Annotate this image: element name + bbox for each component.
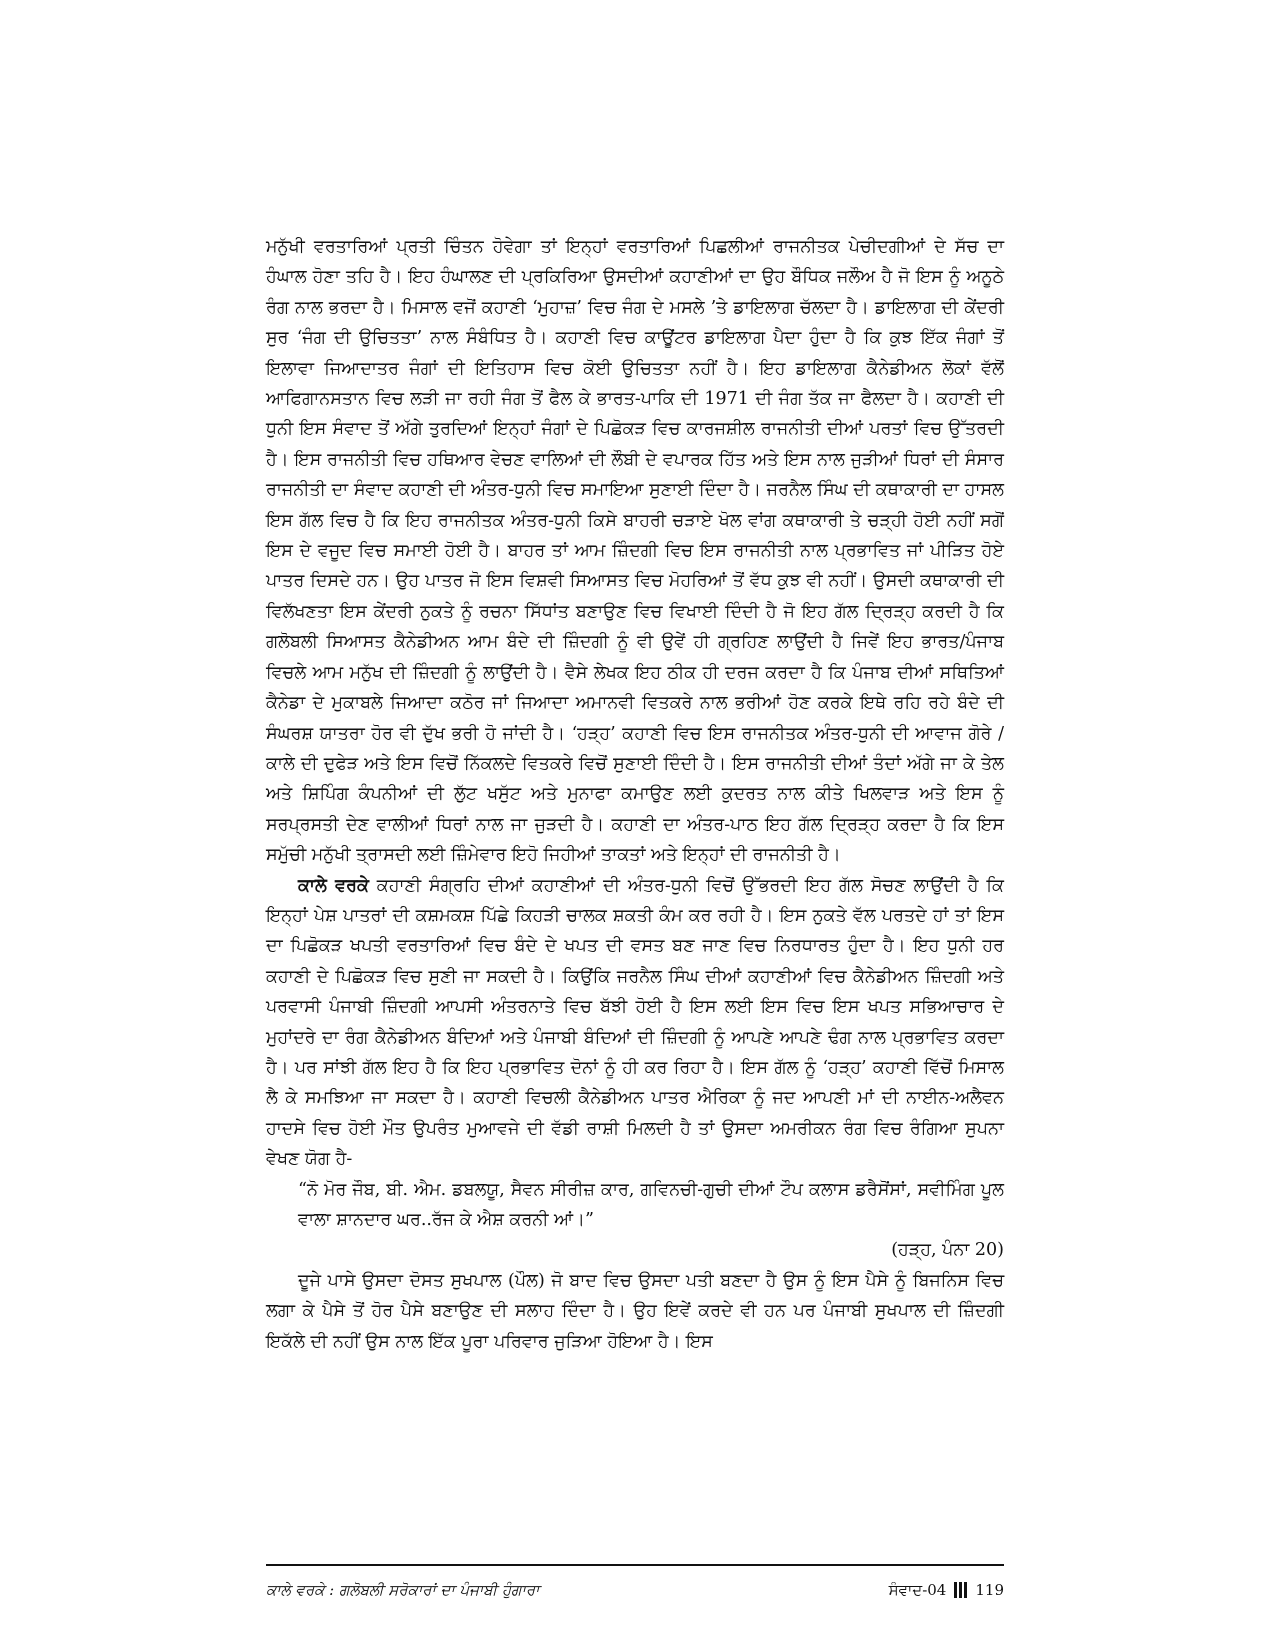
block-quote: “ਨੋ ਮੋਰ ਜੌਬ, ਬੀ. ਐਮ. ਡਬਲਯੂ, ਸੈਵਨ ਸੀਰੀਜ਼ ਕਾਰ, ਗਵਿਨਚੀ-ਗੁਚੀ ਦੀਆਂ ਟੌਪ ਕਲਾਸ ਡਰੈਸੋਂਸਾਂ, ਸਵੀਮਿੰਗ ਪੂਲ ਵਾਲਾ ਸ਼ਾਨਦਾਰ ਘਰ..ਰੱਜ ਕੇ ਐਸ਼ ਕਰਨੀ ਆਂ।”: [298, 1179, 1004, 1230]
body-text: [266, 232, 1004, 1357]
bars-icon: [954, 1582, 967, 1598]
page-footer: [266, 1577, 1004, 1603]
journal-name: ਸੰਵਾਦ-04: [888, 1581, 947, 1599]
footer-rule: [266, 1564, 1004, 1566]
running-title: ਕਾਲੇ ਵਰਕੇ : ਗਲੋਬਲੀ ਸਰੋਕਾਰਾਂ ਦਾ ਪੰਜਾਬੀ ਹੁੰਗਾਰਾ: [266, 1581, 540, 1599]
paragraph-1: ਮਨੁੱਖੀ ਵਰਤਾਰਿਆਂ ਪ੍ਰਤੀ ਚਿੰਤਨ ਹੋਵੇਗਾ ਤਾਂ ਇਨ੍ਹਾਂ ਵਰਤਾਰਿਆਂ ਪਿਛਲੀਆਂ ਰਾਜਨੀਤਕ ਪੇਚੀਦਗੀਆਂ ਦੇ ਸੱਚ ਦਾ ਹੰਘਾਲ ਹੋਣਾ ਤਹਿ ਹੈ। ਇਹ ਹੰਘਾਲਣ ਦੀ ਪ੍ਰਕਿਰਿਆ ਉਸਦੀਆਂ ਕਹਾਣੀਆਂ ਦਾ ਉਹ ਬੌਧਿਕ ਜਲੌਅ ਹੈ ਜੋ ਇਸ ਨੂੰ ਅਨੂਠੇ ਰੰਗ ਨਾਲ ਭਰਦਾ ਹੈ। ਮਿਸਾਲ ਵਜੋਂ ਕਹਾਣੀ ‘ਮੁਹਾਜ਼’ ਵਿਚ ਜੰਗ ਦੇ ਮਸਲੇ ’ਤੇ ਡਾਇਲਾਗ ਚੱਲਦਾ ਹੈ। ਡਾਇਲਾਗ ਦੀ ਕੇਂਦਰੀ ਸੁਰ ‘ਜੰਗ ਦੀ ਉਚਿਤਤਾ’ ਨਾਲ ਸੰਬੰਧਿਤ ਹੈ। ਕਹਾਣੀ ਵਿਚ ਕਾਊਂਟਰ ਡਾਇਲਾਗ ਪੈਦਾ ਹੁੰਦਾ ਹੈ ਕਿ ਕੁਝ ਇੱਕ ਜੰਗਾਂ ਤੋਂ ਇਲਾਵਾ ਜਿਆਦਾਤਰ ਜੰਗਾਂ ਦੀ ਇਤਿਹਾਸ ਵਿਚ ਕੋਈ ਉਚਿਤਤਾ ਨਹੀਂ ਹੈ। ਇਹ ਡਾਇਲਾਗ ਕੈਨੇਡੀਅਨ ਲੋਕਾਂ ਵੱਲੋਂ ਆਫਿਗਾਨਸਤਾਨ ਵਿਚ ਲੜੀ ਜਾ ਰਹੀ ਜੰਗ ਤੋਂ ਫੈਲ ਕੇ ਭਾਰਤ-ਪਾਕਿ ਦੀ 1971 ਦੀ ਜੰਗ ਤੱਕ ਜਾ ਫੈਲਦਾ ਹੈ। ਕਹਾਣੀ ਦੀ ਧੁਨੀ ਇਸ ਸੰਵਾਦ ਤੋਂ ਅੱਗੇ ਤੁਰਦਿਆਂ ਇਨ੍ਹਾਂ ਜੰਗਾਂ ਦੇ ਪਿਛੋਕੜ ਵਿਚ ਕਾਰਜਸ਼ੀਲ ਰਾਜਨੀਤੀ ਦੀਆਂ ਪਰਤਾਂ ਵਿਚ ਉੱਤਰਦੀ ਹੈ। ਇਸ ਰਾਜਨੀਤੀ ਵਿਚ ਹਥਿਆਰ ਵੇਚਣ ਵਾਲਿਆਂ ਦੀ ਲੌਬੀ ਦੇ ਵਪਾਰਕ ਹਿੱਤ ਅਤੇ ਇਸ ਨਾਲ ਜੁੜੀਆਂ ਧਿਰਾਂ ਦੀ ਸੰਸਾਰ ਰਾਜਨੀਤੀ ਦਾ ਸੰਵਾਦ ਕਹਾਣੀ ਦੀ ਅੰਤਰ-ਧੁਨੀ ਵਿਚ ਸਮਾਇਆ ਸੁਣਾਈ ਦਿੰਦਾ ਹੈ। ਜਰਨੈਲ ਸਿੰਘ ਦੀ ਕਥਾਕਾਰੀ ਦਾ ਹਾਸਲ ਇਸ ਗੱਲ ਵਿਚ ਹੈ ਕਿ ਇਹ ਰਾਜਨੀਤਕ ਅੰਤਰ-ਧੁਨੀ ਕਿਸੇ ਬਾਹਰੀ ਚੜਾਏ ਖੋਲ ਵਾਂਗ ਕਥਾਕਾਰੀ ਤੇ ਚੜ੍ਹੀ ਹੋਈ ਨਹੀਂ ਸਗੋਂ ਇਸ ਦੇ ਵਜੂਦ ਵਿਚ ਸਮਾਈ ਹੋਈ ਹੈ। ਬਾਹਰ ਤਾਂ ਆਮ ਜ਼ਿੰਦਗੀ ਵਿਚ ਇਸ ਰਾਜਨੀਤੀ ਨਾਲ ਪ੍ਰਭਾਵਿਤ ਜਾਂ ਪੀੜਿਤ ਹੋਏ ਪਾਤਰ ਦਿਸਦੇ ਹਨ। ਉਹ ਪਾਤਰ ਜੋ ਇਸ ਵਿਸ਼ਵੀ ਸਿਆਸਤ ਵਿਚ ਮੋਹਰਿਆਂ ਤੋਂ ਵੱਧ ਕੁਝ ਵੀ ਨਹੀਂ। ਉਸਦੀ ਕਥਾਕਾਰੀ ਦੀ ਵਿਲੱਖਣਤਾ ਇਸ ਕੇਂਦਰੀ ਨੁਕਤੇ ਨੂੰ ਰਚਨਾ ਸਿੱਧਾਂਤ ਬਣਾਉਣ ਵਿਚ ਵਿਖਾਈ ਦਿੰਦੀ ਹੈ ਜੋ ਇਹ ਗੱਲ ਦ੍ਰਿੜ੍ਹ ਕਰਦੀ ਹੈ ਕਿ ਗਲੋਬਲੀ ਸਿਆਸਤ ਕੈਨੇਡੀਅਨ ਆਮ ਬੰਦੇ ਦੀ ਜ਼ਿੰਦਗੀ ਨੂੰ ਵੀ ਉਵੇਂ ਹੀ ਗ੍ਰਹਿਣ ਲਾਉਂਦੀ ਹੈ ਜਿਵੇਂ ਇਹ ਭਾਰਤ/ਪੰਜਾਬ ਵਿਚਲੇ ਆਮ ਮਨੁੱਖ ਦੀ ਜ਼ਿੰਦਗੀ ਨੂੰ ਲਾਉਂਦੀ ਹੈ। ਵੈਸੇ ਲੇਖਕ ਇਹ ਠੀਕ ਹੀ ਦਰਜ ਕਰਦਾ ਹੈ ਕਿ ਪੰਜਾਬ ਦੀਆਂ ਸਥਿਤਿਆਂ ਕੈਨੇਡਾ ਦੇ ਮੁਕਾਬਲੇ ਜਿਆਦਾ ਕਠੋਰ ਜਾਂ ਜਿਆਦਾ ਅਮਾਨਵੀ ਵਿਤਕਰੇ ਨਾਲ ਭਰੀਆਂ ਹੋਣ ਕਰਕੇ ਇਥੇ ਰਹਿ ਰਹੇ ਬੰਦੇ ਦੀ ਸੰਘਰਸ਼ ਯਾਤਰਾ ਹੋਰ ਵੀ ਦੁੱਖ ਭਰੀ ਹੋ ਜਾਂਦੀ ਹੈ। ‘ਹੜ੍ਹ’ ਕਹਾਣੀ ਵਿਚ ਇਸ ਰਾਜਨੀਤਕ ਅੰਤਰ-ਧੁਨੀ ਦੀ ਆਵਾਜ ਗੋਰੇ /ਕਾਲੇ ਦੀ ਦੁਫੇੜ ਅਤੇ ਇਸ ਵਿਚੋਂ ਨਿੱਕਲਦੇ ਵਿਤਕਰੇ ਵਿਚੋਂ ਸੁਣਾਈ ਦਿੰਦੀ ਹੈ। ਇਸ ਰਾਜਨੀਤੀ ਦੀਆਂ ਤੰਦਾਂ ਅੱਗੇ ਜਾ ਕੇ ਤੇਲ ਅਤੇ ਸ਼ਿਪਿੰਗ ਕੰਪਨੀਆਂ ਦੀ ਲੁੱਟ ਖਸੁੱਟ ਅਤੇ ਮੁਨਾਫਾ ਕਮਾਉਣ ਲਈ ਕੁਦਰਤ ਨਾਲ ਕੀਤੇ ਖਿਲਵਾੜ ਅਤੇ ਇਸ ਨੂੰ ਸਰਪ੍ਰਸਤੀ ਦੇਣ ਵਾਲੀਆਂ ਧਿਰਾਂ ਨਾਲ ਜਾ ਜੁੜਦੀ ਹੈ। ਕਹਾਣੀ ਦਾ ਅੰਤਰ-ਪਾਠ ਇਹ ਗੱਲ ਦ੍ਰਿੜ੍ਹ ਕਰਦਾ ਹੈ ਕਿ ਇਸ ਸਮੁੱਚੀ ਮਨੁੱਖੀ ਤ੍ਰਾਸਦੀ ਲਈ ਜ਼ਿੰਮੇਵਾਰ ਇਹੋ ਜਿਹੀਆਂ ਤਾਕਤਾਂ ਅਤੇ ਇਨ੍ਹਾਂ ਦੀ ਰਾਜਨੀਤੀ ਹੈ।: [266, 237, 1004, 866]
quote-citation: (ਹੜ੍ਹ, ਪੰਨਾ 20): [891, 1240, 1004, 1261]
page-number: 119: [975, 1581, 1004, 1599]
paragraph-2-text: ਕਹਾਣੀ ਸੰਗ੍ਰਹਿ ਦੀਆਂ ਕਹਾਣੀਆਂ ਦੀ ਅੰਤਰ-ਧੁਨੀ ਵਿਚੋਂ ਉੱਭਰਦੀ ਇਹ ਗੱਲ ਸੋਚਣ ਲਾਉਂਦੀ ਹੈ ਕਿ ਇਨ੍ਹਾਂ ਪੇਸ਼ ਪਾਤਰਾਂ ਦੀ ਕਸ਼ਮਕਸ਼ ਪਿੱਛੇ ਕਿਹੜੀ ਚਾਲਕ ਸ਼ਕਤੀ ਕੰਮ ਕਰ ਰਹੀ ਹੈ। ਇਸ ਨੁਕਤੇ ਵੱਲ ਪਰਤਦੇ ਹਾਂ ਤਾਂ ਇਸ ਦਾ ਪਿਛੋਕੜ ਖਪਤੀ ਵਰਤਾਰਿਆਂ ਵਿਚ ਬੰਦੇ ਦੇ ਖਪਤ ਦੀ ਵਸਤ ਬਣ ਜਾਣ ਵਿਚ ਨਿਰਧਾਰਤ ਹੁੰਦਾ ਹੈ। ਇਹ ਧੁਨੀ ਹਰ ਕਹਾਣੀ ਦੇ ਪਿਛੋਕੜ ਵਿਚ ਸੁਣੀ ਜਾ ਸਕਦੀ ਹੈ। ਕਿਉਂਕਿ ਜਰਨੈਲ ਸਿੰਘ ਦੀਆਂ ਕਹਾਣੀਆਂ ਵਿਚ ਕੈਨੇਡੀਅਨ ਜ਼ਿੰਦਗੀ ਅਤੇ ਪਰਵਾਸੀ ਪੰਜਾਬੀ ਜ਼ਿੰਦਗੀ ਆਪਸੀ ਅੰਤਰਨਾਤੇ ਵਿਚ ਬੱਝੀ ਹੋਈ ਹੈ ਇਸ ਲਈ ਇਸ ਵਿਚ ਇਸ ਖਪਤ ਸਭਿਆਚਾਰ ਦੇ ਮੁਹਾਂਦਰੇ ਦਾ ਰੰਗ ਕੈਨੇਡੀਅਨ ਬੰਦਿਆਂ ਅਤੇ ਪੰਜਾਬੀ ਬੰਦਿਆਂ ਦੀ ਜ਼ਿੰਦਗੀ ਨੂੰ ਆਪਣੇ ਆਪਣੇ ਢੰਗ ਨਾਲ ਪ੍ਰਭਾਵਿਤ ਕਰਦਾ ਹੈ। ਪਰ ਸਾਂਝੀ ਗੱਲ ਇਹ ਹੈ ਕਿ ਇਹ ਪ੍ਰਭਾਵਿਤ ਦੋਨਾਂ ਨੂੰ ਹੀ ਕਰ ਰਿਹਾ ਹੈ। ਇਸ ਗੱਲ ਨੂੰ ‘ਹੜ੍ਹ’ ਕਹਾਣੀ ਵਿੱਚੋਂ ਮਿਸਾਲ ਲੈ ਕੇ ਸਮਝਿਆ ਜਾ ਸਕਦਾ ਹੈ। ਕਹਾਣੀ ਵਿਚਲੀ ਕੈਨੇਡੀਅਨ ਪਾਤਰ ਐਰਿਕਾ ਨੂੰ ਜਦ ਆਪਣੀ ਮਾਂ ਦੀ ਨਾਈਨ-ਅਲੈਵਨ ਹਾਦਸੇ ਵਿਚ ਹੋਈ ਮੌਤ ਉਪਰੰਤ ਮੁਆਵਜੇ ਦੀ ਵੱਡੀ ਰਾਸ਼ੀ ਮਿਲਦੀ ਹੈ ਤਾਂ ਉਸਦਾ ਅਮਰੀਕਨ ਰੰਗ ਵਿਚ ਰੰਗਿਆ ਸੁਪਨਾ ਵੇਖਣ ਯੋਗ ਹੈ-: [266, 875, 1004, 1170]
book-title-bold: ਕਾਲੇ ਵਰਕੇ: [298, 875, 369, 896]
footer-right: [889, 1577, 1004, 1603]
paragraph-2: [266, 871, 1004, 1175]
paragraph-3: ਦੂਜੇ ਪਾਸੇ ਉਸਦਾ ਦੋਸਤ ਸੁਖਪਾਲ (ਪੌਲ) ਜੋ ਬਾਦ ਵਿਚ ਉਸਦਾ ਪਤੀ ਬਣਦਾ ਹੈ ਉਸ ਨੂੰ ਇਸ ਪੈਸੇ ਨੂੰ ਬਿਜਨਿਸ ਵਿਚ ਲਗਾ ਕੇ ਪੈਸੇ ਤੋਂ ਹੋਰ ਪੈਸੇ ਬਣਾਉਣ ਦੀ ਸਲਾਹ ਦਿੰਦਾ ਹੈ। ਉਹ ਇਵੇਂ ਕਰਦੇ ਵੀ ਹਨ ਪਰ ਪੰਜਾਬੀ ਸੁਖਪਾਲ ਦੀ ਜ਼ਿੰਦਗੀ ਇਕੱਲੇ ਦੀ ਨਹੀਂ ਉਸ ਨਾਲ ਇੱਕ ਪੂਰਾ ਪਰਿਵਾਰ ਜੁੜਿਆ ਹੋਇਆ ਹੈ। ਇਸ: [266, 1270, 1004, 1352]
